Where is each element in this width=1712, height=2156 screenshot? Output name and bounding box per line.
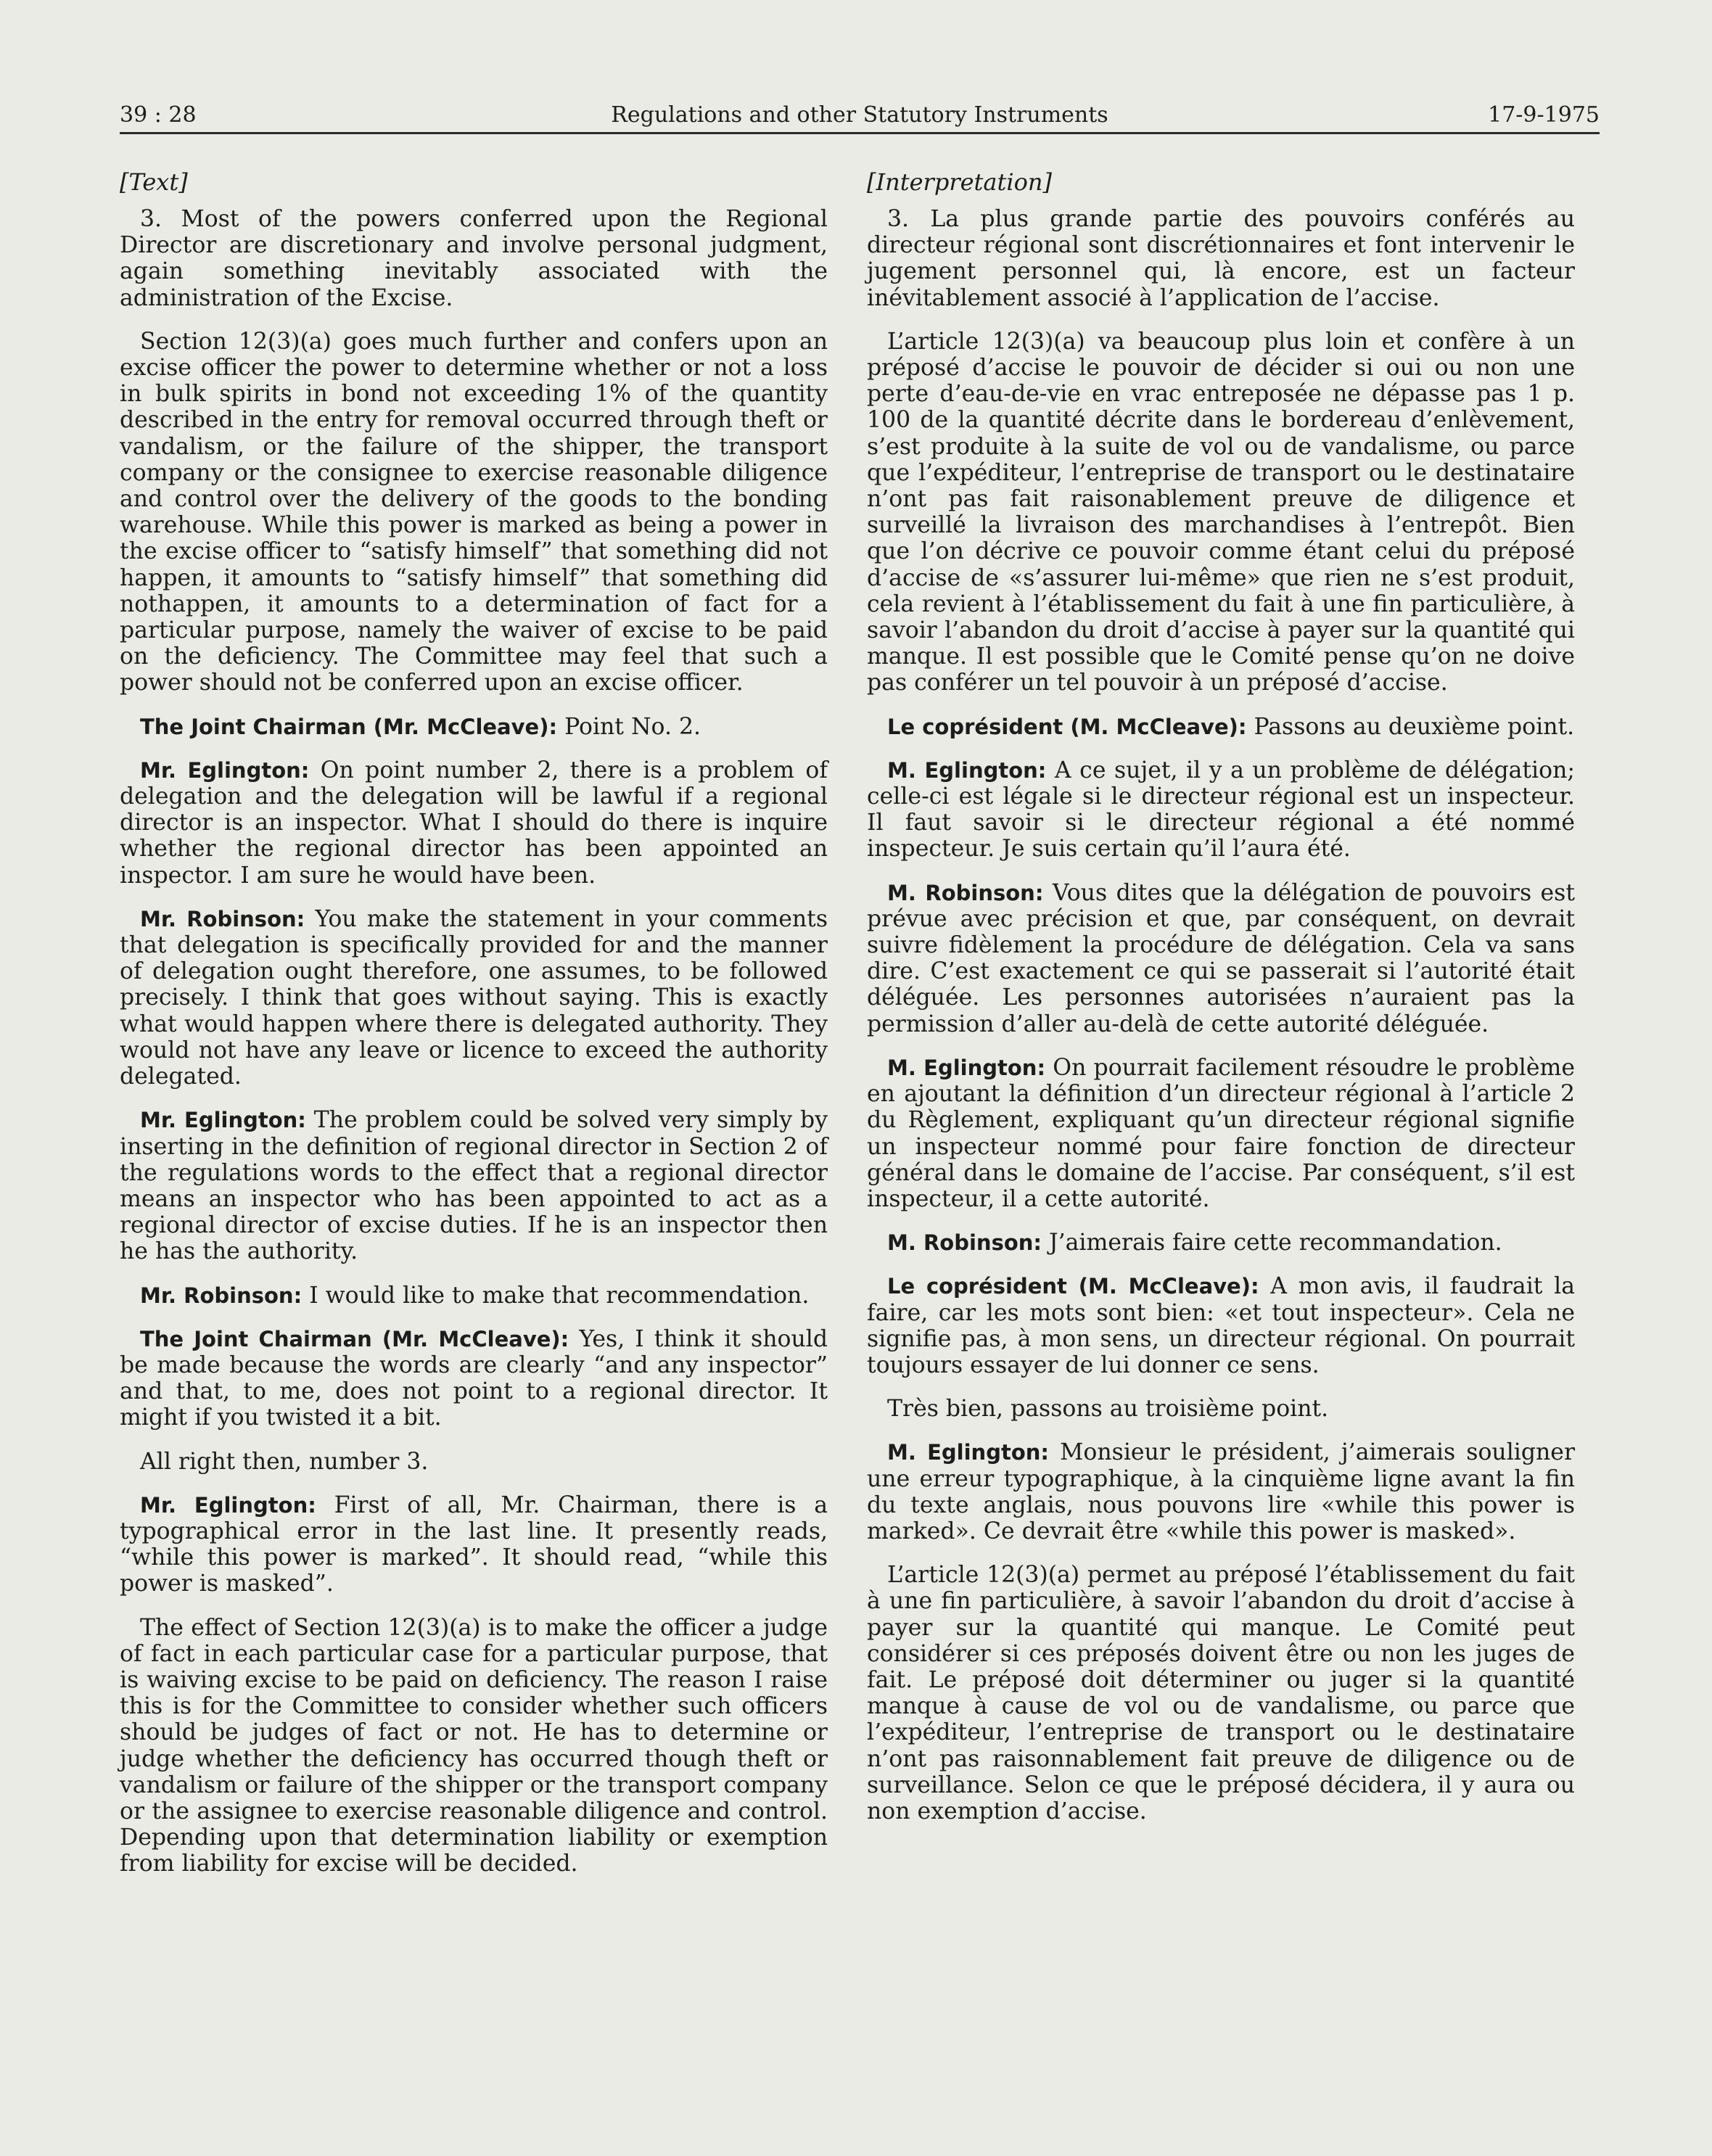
paragraph [867,1439,1575,1544]
speaker-name: M. Eglington: [887,1440,1049,1465]
paragraph-text: Section 12(3)(a) goes much further and confers upon an excise officer the power to determine whether or not a loss in bulk spirits in bond not exceeding 1% of the quantity described in the entry for removal occurred through theft or vandalism, or the failure of the shipper, the transport company or the consignee to exercise reasonable diligence and control over the delivery of the goods to the bonding warehouse. While this power is marked as being a power in the excise officer to “satisfy himself” that something did not happen, it amounts to “satisfy himself” that something did nothappen, it amounts to a determination of fact for a particular purpose, namely the waiver of excise to be paid on the deficiency. The Committee may feel that such a power should not be conferred upon an excise officer. [120,328,828,696]
section-label-interpretation: [Interpretation] [867,168,1052,196]
speaker-name: M. Robinson: [887,880,1044,905]
speaker-name: M. Robinson: [887,1230,1042,1256]
french-paragraphs [867,206,1575,1824]
paragraph-text: Passons au deuxième point. [1254,713,1575,740]
paragraph-text: You make the statement in your comments that delegation is specifically provided for and the manner of delegation ought therefore, one assumes, to be followed precisely. I think that goes without saying. This is exactly what would happen where there is delegated authority. They would not have any leave or licence to exceed the authority delegated. [120,905,828,1090]
speaker-name: Mr. Eglington: [140,1108,306,1133]
english-column [120,168,828,1895]
section-label-text: [Text] [120,168,188,196]
paragraph [120,714,828,740]
paragraph-text: A mon avis, il faudrait la faire, car les mots sont bien: «et tout inspecteur». Cela ne signifie pas, à mon sens, un directeur régional. On pourrait toujours essayer de lui donner ce sens. [867,1273,1576,1378]
paragraph-text: Vous dites que la délégation de pouvoirs est prévue avec précision et que, par conséquent, on devrait suivre fidèlement la procédure de délégation. Cela va sans dire. C’est exactement ce qui se passerait si l’autorité était déléguée. Les personnes autorisées n’auraient pas la permission d’aller au-delà de cette autorité déléguée. [867,879,1576,1037]
paragraph [867,206,1575,311]
speaker-name: M. Eglington: [887,757,1047,783]
paragraph [120,1326,828,1431]
running-title: Regulations and other Statutory Instruments [611,102,1108,128]
paragraph [867,1562,1575,1824]
french-column [867,168,1575,1842]
paragraph-text: The effect of Section 12(3)(a) is to make the officer a judge of fact in each particular case for a particular purpose, that is waiving excise to be paid on deficiency. The reason I raise this is for the Committee to consider whether such officers should be judges of fact or not. He has to determine or judge whether the deficiency has occurred though theft or vandalism or failure of the shipper or the transport company or the assignee to exercise reasonable diligence and control. Depending upon that determination liability or exemption from liability for excise will be decided. [120,1614,828,1877]
paragraph-text: Yes, I think it should be made because the words are clearly “and any inspector” and that, to me, does not point to a regional director. It might if you twisted it a bit. [120,1325,828,1431]
paragraph [120,1615,828,1877]
speaker-name: M. Eglington: [887,1055,1046,1080]
paragraph [867,880,1575,1037]
page-number: 39 : 28 [120,102,197,128]
paragraph-text: Très bien, passons au troisième point. [887,1396,1329,1423]
paragraph-text: First of all, Mr. Chairman, there is a typographical error in the last line. It presently reads, “while this power is marked”. It should read, “while this power is masked”. [120,1491,828,1597]
paragraph [867,1273,1575,1378]
speaker-name: Mr. Eglington: [140,757,310,783]
speaker-name: Le coprésident (M. McCleave): [887,714,1247,739]
paragraph-text: 3. La plus grande partie des pouvoirs conférés au directeur régional sont discrétionnaires et font intervenir le jugement personnel qui, là encore, est un facteur inévitablement associé à l’application de l’accise. [867,206,1575,311]
paragraph-text: L’article 12(3)(a) va beaucoup plus loin et confère à un préposé d’accise le pouvoir de décider si oui ou non une perte d’eau-de-vie en vrac entreposée ne dépasse pas 1 p. 100 de la quantité décrite dans le bordereau d’enlèvement, s’est produite à la suite de vol ou de vandalisme, ou parce que l’expéditeur, l’entreprise de transport ou le destinataire n’ont pas fait raisonablement preuve de diligence et surveillé la livraison des marchandises à l’entrepôt. Bien que l’on décrive ce pouvoir comme étant celui du préposé d’accise de «s’assurer lui-même» que rien ne s’est produit, cela revient à l’établissement du fait à une fin particulière, à savoir l’abandon du droit d’accise à payer sur la quantité qui manque. Il est possible que le Comité pense qu’on ne doive pas conférer un tel pouvoir à un préposé d’accise. [867,328,1575,696]
speaker-name: The Joint Chairman (Mr. McCleave): [140,714,558,739]
paragraph-text: Monsieur le président, j’aimerais souligner une erreur typographique, à la cinquième ligne avant la fin du texte anglais, nous pouvons lire «while this power is marked». Ce devrait être «while this power is masked». [867,1439,1576,1544]
paragraph-text: All right then, number 3. [140,1448,429,1475]
paragraph [867,757,1575,863]
paragraph-text: L’article 12(3)(a) permet au préposé l’établissement du fait à une fin particulière, à savoir l’abandon du droit d’accise à payer sur la quantité qui manque. Le Comité peut considérer si ces préposés doivent être ou non les juges de fait. Le préposé doit déterminer ou juger si la quantité manque à cause de vol ou de vandalisme, ou parce que l’expéditeur, l’entreprise de transport ou le destinataire n’ont pas raisonnablement fait preuve de diligence ou de surveillance. Selon ce que le préposé décidera, il y aura ou non exemption d’accise. [867,1562,1575,1824]
english-paragraphs [120,206,828,1877]
paragraph [120,1283,828,1309]
paragraph [120,1492,828,1597]
speaker-name: Mr. Robinson: [140,906,305,931]
paragraph-text: I would like to make that recommendation. [309,1282,810,1309]
speaker-name: Mr. Eglington: [140,1492,316,1518]
paragraph [867,1396,1575,1422]
paragraph [120,329,828,696]
paragraph [120,1449,828,1475]
header-date: 17-9-1975 [1488,102,1600,128]
paragraph [867,1055,1575,1212]
paragraph [120,757,828,889]
paragraph [867,714,1575,740]
paragraph [120,1107,828,1264]
page-header [120,86,1600,134]
paragraph-text: Point No. 2. [564,713,701,740]
speaker-name: The Joint Chairman (Mr. McCleave): [140,1326,569,1351]
speaker-name: Mr. Robinson: [140,1283,303,1308]
paragraph [867,1230,1575,1256]
paragraph [867,329,1575,696]
paragraph [120,906,828,1090]
paragraph-text: 3. Most of the powers conferred upon the Regional Director are discretionary and involve personal judgment, again something inevitably associated with the administration of the Excise. [120,206,828,311]
paragraph-text: J’aimerais faire cette recommandation. [1049,1230,1502,1256]
paragraph-text: The problem could be solved very simply by inserting in the definition of regional director in Section 2 of the regulations words to the effect that a regional director means an inspector who has been appointed to act as a regional director of excise duties. If he is an inspector then he has the authority. [120,1107,828,1265]
paragraph-text: A ce sujet, il y a un problème de délégation; celle-ci est légale si le directeur régional est un inspecteur. Il faut savoir si le directeur régional a été nommé inspecteur. Je suis certain qu’il l’aura été. [867,757,1575,863]
paragraph-text: On point number 2, there is a problem of delegation and the delegation will be lawful if a regional director is an inspector. What I should do there is inquire whether the regional director has been appointed an inspector. I am sure he would have been. [120,757,828,889]
paragraph [120,206,828,311]
paragraph-text: On pourrait facilement résoudre le problème en ajoutant la définition d’un directeur régional à l’article 2 du Règlement, expliquant qu’un directeur régional signifie un inspecteur nommé pour faire fonction de directeur général dans le domaine de l’accise. Par conséquent, s’il est inspecteur, il a cette autorité. [867,1054,1576,1212]
speaker-name: Le coprésident (M. McCleave): [887,1274,1259,1299]
